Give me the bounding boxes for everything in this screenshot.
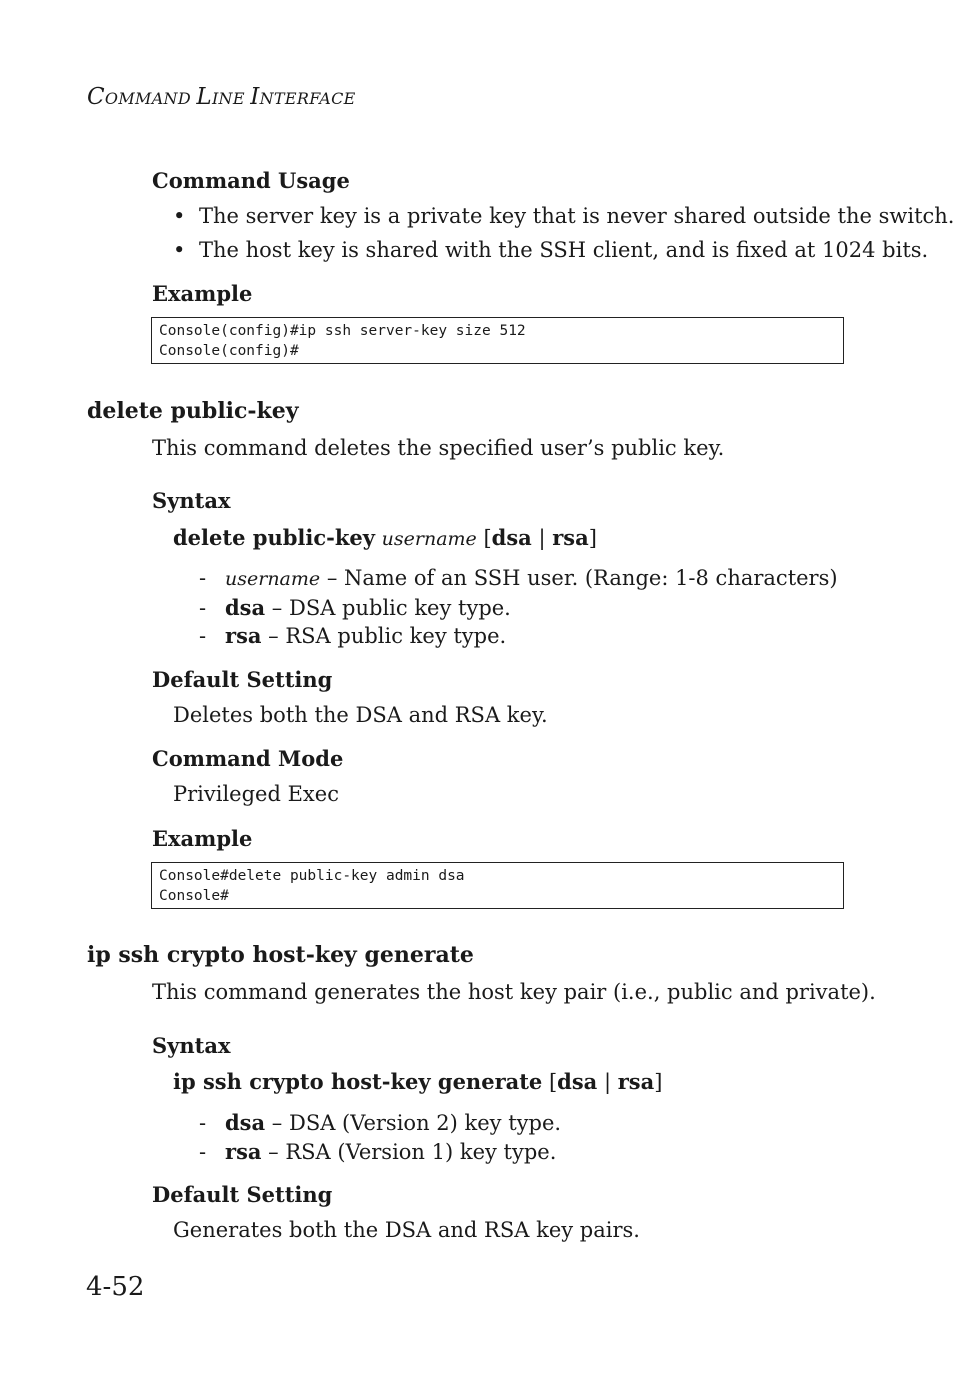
usage-bullet: • The host key is shared with the SSH client, and is fixed at 1024 bits. xyxy=(173,238,929,262)
page-number: 4-52 xyxy=(86,1272,145,1302)
command-description: This command generates the host key pair (i.e., public and private). xyxy=(152,980,876,1004)
param-item: - rsa – RSA public key type. xyxy=(199,623,507,648)
running-header: COMMAND LINE INTERFACE xyxy=(87,84,356,110)
code-example-box xyxy=(151,862,844,909)
code-line: Console# xyxy=(159,887,229,904)
syntax-line: delete public-key username [dsa | rsa] xyxy=(173,525,597,550)
example-heading: Example xyxy=(152,826,253,851)
command-title: ip ssh crypto host-key generate xyxy=(87,942,474,968)
command-mode-heading: Command Mode xyxy=(152,746,344,771)
param-item: - username – Name of an SSH user. (Range: 1-8 characters) xyxy=(199,566,838,590)
code-line: Console(config)#ip ssh server-key size 512 xyxy=(159,323,526,339)
command-description: This command deletes the specified user’s public key. xyxy=(152,436,725,460)
default-setting-heading: Default Setting xyxy=(152,667,333,692)
param-item: - rsa – RSA (Version 1) key type. xyxy=(199,1139,557,1164)
param-item: - dsa – DSA public key type. xyxy=(199,595,511,620)
syntax-heading: Syntax xyxy=(152,1033,231,1058)
code-example-box xyxy=(151,317,844,364)
default-setting-heading: Default Setting xyxy=(152,1182,333,1207)
usage-bullet: • The server key is a private key that is never shared outside the switch. xyxy=(173,204,954,228)
command-usage-heading: Command Usage xyxy=(152,168,350,193)
param-item: - dsa – DSA (Version 2) key type. xyxy=(199,1110,562,1135)
code-line: Console(config)# xyxy=(159,342,299,359)
default-setting-text: Generates both the DSA and RSA key pairs. xyxy=(173,1218,640,1242)
example-heading: Example xyxy=(152,281,253,306)
syntax-line: ip ssh crypto host-key generate [dsa | rsa] xyxy=(173,1069,663,1094)
command-mode-text: Privileged Exec xyxy=(173,782,339,806)
code-line: Console#delete public-key admin dsa xyxy=(159,868,465,884)
syntax-heading: Syntax xyxy=(152,488,231,513)
command-title: delete public-key xyxy=(87,398,299,424)
default-setting-text: Deletes both the DSA and RSA key. xyxy=(173,703,548,727)
